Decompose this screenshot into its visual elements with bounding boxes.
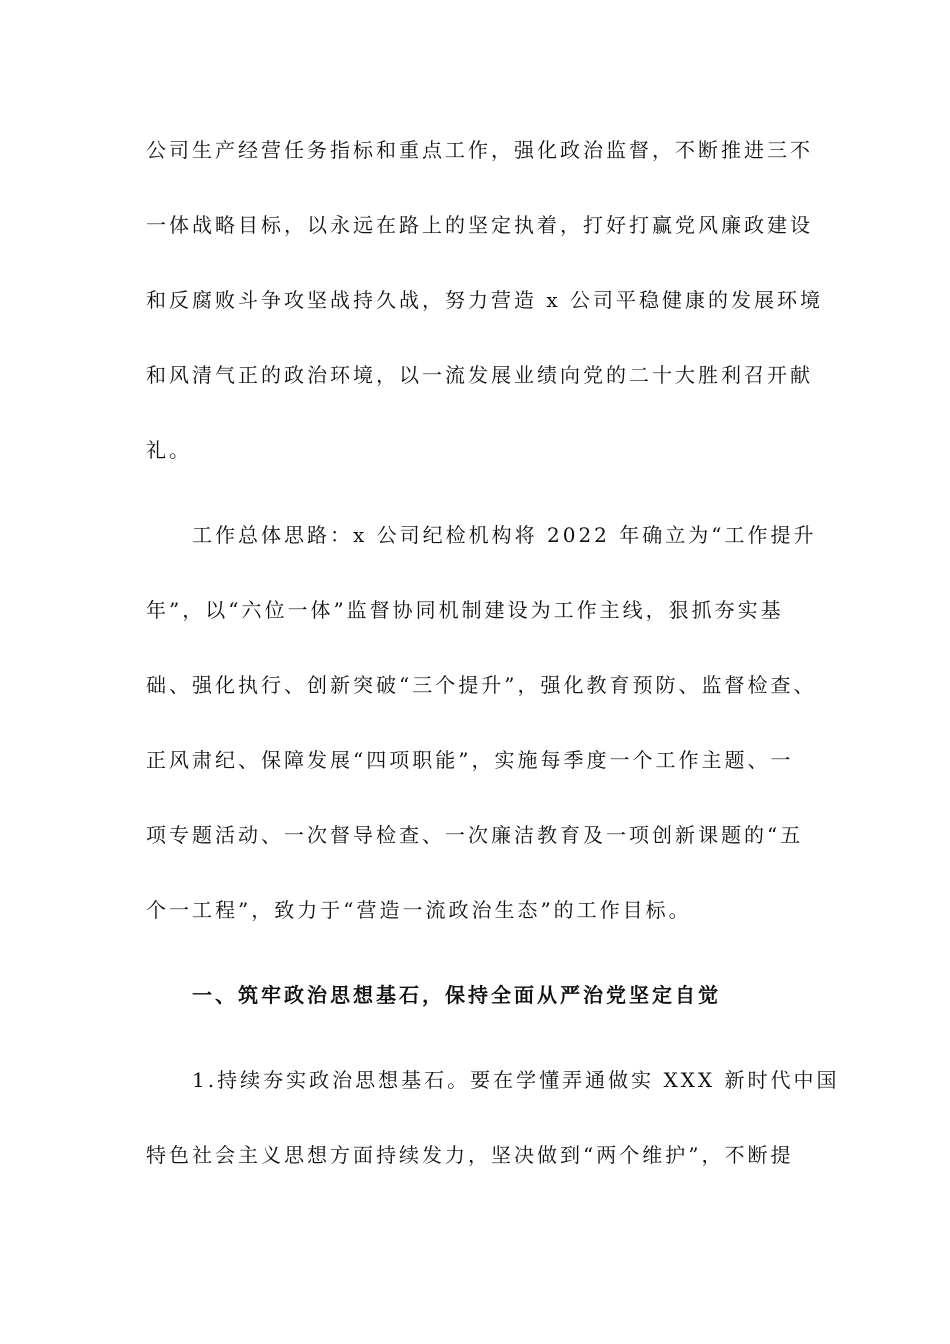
paragraph-line: 特色社会主义思想方面持续发力，坚决做到“两个维护”，不断提 [146,1143,794,1167]
paragraph-line: 1.持续夯实政治思想基石。要在学懂弄通做实 XXX 新时代中国 [192,1068,840,1092]
paragraph-line: 项专题活动、一次督导检查、一次廉洁教育及一项创新课题的“五 [146,823,804,847]
paragraph-line: 年”，以“六位一体”监督协同机制建设为工作主线，狠抓夯实基 [146,598,784,622]
paragraph-line: 公司生产经营任务指标和重点工作，强化政治监督，不断推进三不 [146,138,813,162]
section-heading: 一、筑牢政治思想基石，保持全面从严治党坚定自觉 [192,983,721,1007]
paragraph-line: 础、强化执行、创新突破“三个提升”，强化教育预防、监督检查、 [146,673,817,697]
paragraph-line: 和风清气正的政治环境，以一流发展业绩向党的二十大胜利召开献 [146,363,813,387]
paragraph-line: 正风肃纪、保障发展“四项职能”，实施每季度一个工作主题、一 [146,748,794,772]
paragraph-line: 一体战略目标，以永远在路上的坚定执着，打好打赢党风廉政建设 [146,213,813,237]
paragraph-line: 和反腐败斗争攻坚战持久战，努力营造 x 公司平稳健康的发展环境 [146,288,823,312]
paragraph-line: 个一工程”，致力于“营造一流政治生态”的工作目标。 [146,898,692,922]
paragraph-line: 工作总体思路：x 公司纪检机构将 2022 年确立为“工作提升 [192,523,817,547]
paragraph-line: 礼。 [146,438,192,462]
